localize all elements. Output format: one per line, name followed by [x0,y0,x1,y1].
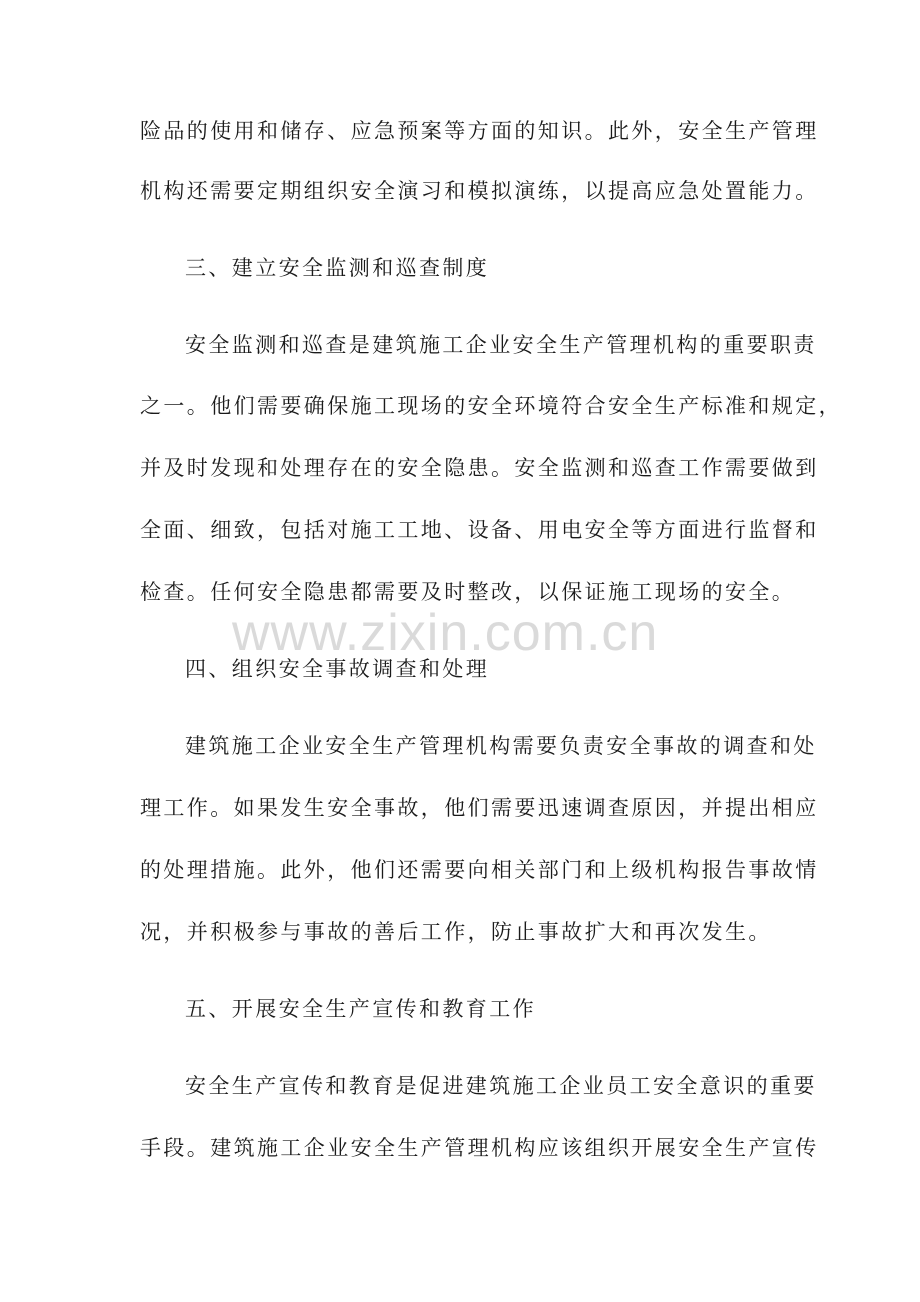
text-line: 机构还需要定期组织安全演习和模拟演练，以提高应急处置能力。 [140,179,819,203]
text-line: 理工作。如果发生安全事故，他们需要迅速调查原因，并提出相应 [140,796,819,820]
text-line: 检查。任何安全隐患都需要及时整改，以保证施工现场的安全。 [140,580,796,604]
section-heading: 四、组织安全事故调查和处理 [185,657,490,681]
text-line: 手段。建筑施工企业安全生产管理机构应该组织开展安全生产宣传 [140,1136,819,1160]
section-heading: 三、建立安全监测和巡查制度 [185,256,490,280]
text-line: 建筑施工企业安全生产管理机构需要负责安全事故的调查和处 [185,734,817,758]
text-line: 全面、细致，包括对施工工地、设备、用电安全等方面进行监督和 [140,518,819,542]
watermark: www.zixin.com.cn [232,604,659,662]
text-line: 安全监测和巡查是建筑施工企业安全生产管理机构的重要职责 [185,333,817,357]
text-line: 之一。他们需要确保施工现场的安全环境符合安全生产标准和规定， [140,394,842,418]
text-line: 况，并积极参与事故的善后工作，防止事故扩大和再次发生。 [140,920,772,944]
text-line: 安全生产宣传和教育是促进建筑施工企业员工安全意识的重要 [185,1074,817,1098]
text-line: 的处理措施。此外，他们还需要向相关部门和上级机构报告事故情 [140,858,819,882]
text-line: 并及时发现和处理存在的安全隐患。安全监测和巡查工作需要做到 [140,456,819,480]
text-line: 险品的使用和储存、应急预案等方面的知识。此外，安全生产管理 [140,119,819,143]
section-heading: 五、开展安全生产宣传和教育工作 [185,997,536,1021]
